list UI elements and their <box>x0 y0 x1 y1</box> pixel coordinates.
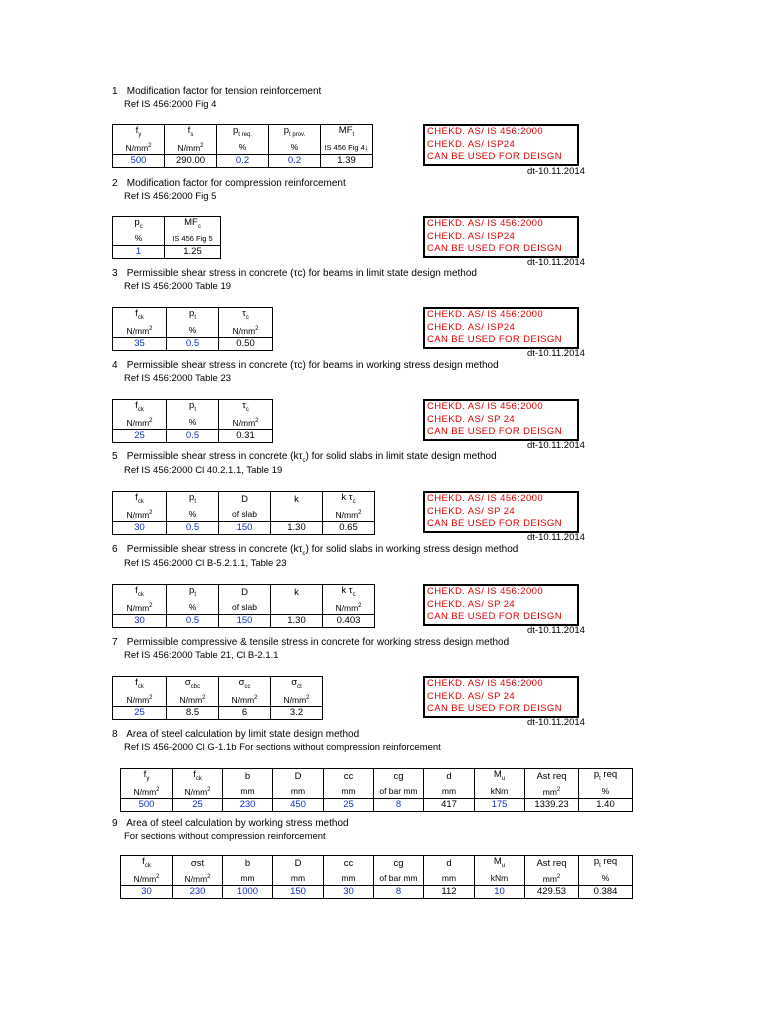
value-cell[interactable]: 0.2 <box>269 154 321 167</box>
unit-cell: $N/mm^2$ <box>219 693 271 706</box>
header-fck: $f_{ck}$ <box>113 677 167 693</box>
header-cc: cc <box>324 769 374 785</box>
header-b: b <box>223 769 273 785</box>
header-cg: cg <box>374 769 424 785</box>
header-fs: $f_s$ <box>165 125 217 141</box>
header-pt: $p_t$ <box>167 492 219 508</box>
header-pt: $p_t$ <box>167 585 219 601</box>
value-cell[interactable]: 30 <box>113 521 167 534</box>
header-mu: $M_u$ <box>475 769 525 785</box>
table-6 <box>112 584 375 628</box>
value-cell[interactable]: 0.5 <box>167 337 219 350</box>
value-cell[interactable]: 30 <box>121 885 173 898</box>
value-cell[interactable]: 1 <box>113 245 165 258</box>
value-cell: 1.40 <box>579 798 633 811</box>
value-cell[interactable]: 35 <box>113 337 167 350</box>
unit-cell: % <box>579 785 633 798</box>
value-cell[interactable]: 10 <box>475 885 525 898</box>
table-3 <box>112 307 273 351</box>
unit-cell: $N/mm^2$ <box>113 324 167 337</box>
value-cell[interactable]: 8 <box>374 798 424 811</box>
unit-cell: $N/mm^2$ <box>167 693 219 706</box>
unit-cell: % <box>167 508 219 521</box>
value-cell[interactable]: 25 <box>324 798 374 811</box>
value-cell: 1339.23 <box>525 798 579 811</box>
date-stamp-4: dt-10.11.2014 <box>527 440 585 451</box>
header-cg: cg <box>374 856 424 872</box>
value-cell: 0.50 <box>219 337 273 350</box>
down-arrow-icon: ↓ <box>364 142 369 152</box>
value-cell[interactable]: 30 <box>113 614 167 627</box>
date-stamp-3: dt-10.11.2014 <box>527 348 585 359</box>
unit-cell: of slab <box>219 601 271 614</box>
unit-cell: $N/mm^2$ <box>113 416 167 429</box>
value-cell: 112 <box>424 885 475 898</box>
value-cell: 3.2 <box>271 706 323 719</box>
unit-cell: mm <box>324 785 374 798</box>
value-cell[interactable]: 230 <box>173 885 223 898</box>
unit-cell: $N/mm^2$ <box>165 141 217 154</box>
value-cell[interactable]: 150 <box>219 614 271 627</box>
value-cell: 8.5 <box>167 706 219 719</box>
value-cell: 0.65 <box>323 521 375 534</box>
section-2-ref: Ref IS 456:2000 Fig 5 <box>124 191 217 202</box>
section-3-ref: Ref IS 456:2000 Table 19 <box>124 281 232 292</box>
date-stamp-7: dt-10.11.2014 <box>527 717 585 728</box>
header-fy: $f_y$ <box>121 769 173 785</box>
unit-cell: $N/mm^2$ <box>173 785 223 798</box>
section-9-ref: For sections without compression reinforcement <box>124 831 326 842</box>
unit-cell: $N/mm^2$ <box>113 693 167 706</box>
section-4-ref: Ref IS 456:2000 Table 23 <box>124 373 232 384</box>
unit-cell: of bar mm <box>374 785 424 798</box>
header-d: D <box>219 492 271 508</box>
unit-cell: $N/mm^2$ <box>121 872 173 885</box>
value-cell[interactable]: 500 <box>121 798 173 811</box>
unit-cell <box>271 601 323 614</box>
unit-cell: IS 456 Fig 5 <box>165 233 221 246</box>
value-cell: 1.30 <box>271 521 323 534</box>
value-cell: 1.25 <box>165 245 221 258</box>
header-d: D <box>273 769 324 785</box>
header-k-tauc: k $\tau_c$ <box>323 585 375 601</box>
section-5-ref: Ref IS 456:2000 Cl 40.2.1.1, Table 19 <box>124 465 283 476</box>
header-ast-req: Ast req <box>525 769 579 785</box>
check-stamp-5: CHEKD. AS/ IS 456:2000 CHEKD. AS/ SP 24 CAN BE USED FOR DEISGN <box>423 491 579 533</box>
header-mft: $MF_t$ <box>321 125 373 141</box>
value-cell: 0.384 <box>579 885 633 898</box>
check-stamp-2: CHEKD. AS/ IS 456:2000 CHEKD. AS/ ISP24 CAN BE USED FOR DEISGN <box>423 216 579 258</box>
unit-cell: $N/mm^2$ <box>113 141 165 154</box>
value-cell: 290.00 <box>165 154 217 167</box>
value-cell[interactable]: 25 <box>173 798 223 811</box>
check-stamp-1: CHEKD. AS/ IS 456:2000 CHEKD. AS/ ISP24 CAN BE USED FOR DEISGN <box>423 124 579 166</box>
table-2 <box>112 216 221 259</box>
check-stamp-6: CHEKD. AS/ IS 456:2000 CHEKD. AS/ SP 24 CAN BE USED FOR DEISGN <box>423 584 579 626</box>
unit-cell: mm <box>424 872 475 885</box>
value-cell[interactable]: 0.5 <box>167 614 219 627</box>
unit-cell: % <box>167 324 219 337</box>
table-5 <box>112 491 375 535</box>
value-cell[interactable]: 0.5 <box>167 521 219 534</box>
header-fck: $f_{ck}$ <box>173 769 223 785</box>
header-fck: $f_{ck}$ <box>113 585 167 601</box>
header-d: D <box>219 585 271 601</box>
unit-cell: $N/mm^2$ <box>219 324 273 337</box>
header-fck: $f_{ck}$ <box>113 308 167 324</box>
value-cell[interactable]: 8 <box>374 885 424 898</box>
value-cell[interactable]: 25 <box>113 429 167 442</box>
unit-cell: mm <box>273 785 324 798</box>
header-mu: $M_u$ <box>475 856 525 872</box>
unit-cell: mm <box>424 785 475 798</box>
section-2-title: 2 Modification factor for compression reinforcement <box>112 178 346 189</box>
value-cell[interactable]: 450 <box>273 798 324 811</box>
value-cell[interactable]: 150 <box>219 521 271 534</box>
value-cell[interactable]: 0.2 <box>217 154 269 167</box>
header-pt-req: $p_t$ req <box>579 769 633 785</box>
value-cell[interactable]: 30 <box>324 885 374 898</box>
header-b: b <box>223 856 273 872</box>
table-4 <box>112 399 273 443</box>
header-d: D <box>273 856 324 872</box>
unit-cell: $N/mm^2$ <box>219 416 273 429</box>
value-cell: 429.53 <box>525 885 579 898</box>
header-ast-req: Ast req <box>525 856 579 872</box>
check-stamp-4: CHEKD. AS/ IS 456:2000 CHEKD. AS/ SP 24 CAN BE USED FOR DEISGN <box>423 399 579 441</box>
section-8-ref: Ref IS 456-2000 Cl G-1.1b For sections without compression reinforcement <box>124 742 441 753</box>
header-fck: $f_{ck}$ <box>113 492 167 508</box>
header-pt-prov: $p_{t prov.}$ <box>269 125 321 141</box>
header-pt-req: $p_{t req.}$ <box>217 125 269 141</box>
section-1-ref: Ref IS 456:2000 Fig 4 <box>124 99 217 110</box>
value-cell: 6 <box>219 706 271 719</box>
unit-cell: mm <box>324 872 374 885</box>
value-cell: 1.30 <box>271 614 323 627</box>
header-cc: cc <box>324 856 374 872</box>
value-cell[interactable]: 1000 <box>223 885 273 898</box>
section-3-title: 3 Permissible shear stress in concrete (τc) for beams in limit state design method <box>112 268 477 279</box>
section-7-ref: Ref IS 456:2000 Table 21, Cl B-2.1.1 <box>124 650 279 661</box>
section-6-ref: Ref IS 456:2000 Cl B-5.2.1.1, Table 23 <box>124 558 287 569</box>
section-8-title: 8 Area of steel calculation by limit state design method <box>112 729 360 740</box>
unit-cell: $N/mm^2$ <box>323 508 375 521</box>
unit-cell: mm <box>223 785 273 798</box>
unit-cell: kNm <box>475 785 525 798</box>
section-1-title: 1 Modification factor for tension reinforcement <box>112 86 322 97</box>
value-cell[interactable]: 230 <box>223 798 273 811</box>
header-k: k <box>271 585 323 601</box>
header-tauc: $\tau_c$ <box>219 400 273 416</box>
unit-cell: $N/mm^2$ <box>113 508 167 521</box>
value-cell: 417 <box>424 798 475 811</box>
date-stamp-2: dt-10.11.2014 <box>527 257 585 268</box>
value-cell[interactable]: 500 <box>113 154 165 167</box>
check-stamp-3: CHEKD. AS/ IS 456:2000 CHEKD. AS/ ISP24 CAN BE USED FOR DEISGN <box>423 307 579 349</box>
table-8 <box>120 768 633 812</box>
unit-cell: % <box>113 233 165 246</box>
unit-cell: $N/mm^2$ <box>271 693 323 706</box>
unit-cell: % <box>167 601 219 614</box>
header-fy: $f_y$ <box>113 125 165 141</box>
unit-cell <box>271 508 323 521</box>
header-pt: $p_t$ <box>167 400 219 416</box>
header-pc: $p_c$ <box>113 217 165 233</box>
header-sigma-ct: $\sigma_{ct}$ <box>271 677 323 693</box>
unit-cell: % <box>269 141 321 154</box>
header-sigma-cbc: $\sigma_{cbc}$ <box>167 677 219 693</box>
unit-cell: of slab <box>219 508 271 521</box>
header-pt: $p_t$ <box>167 308 219 324</box>
header-sigma-st: σst <box>173 856 223 872</box>
header-d-eff: d <box>424 769 475 785</box>
value-cell: 0.31 <box>219 429 273 442</box>
section-6-title: 6 Permissible shear stress in concrete $(k\tau_c)$ for solid slabs in working stress design method <box>112 544 519 557</box>
unit-cell: IS 456 Fig 4↓ <box>321 141 373 154</box>
section-9-title: 9 Area of steel calculation by working stress method <box>112 818 349 829</box>
section-5-title: 5 Permissible shear stress in concrete $(k\tau_c)$ for solid slabs in limit state design method <box>112 451 497 464</box>
section-7-title: 7 Permissible compressive & tensile stress in concrete for working stress design method <box>112 637 510 648</box>
header-sigma-cc: $\sigma_{cc}$ <box>219 677 271 693</box>
date-stamp-6: dt-10.11.2014 <box>527 625 585 636</box>
check-stamp-7: CHEKD. AS/ IS 456:2000 CHEKD. AS/ SP 24 CAN BE USED FOR DEISGN <box>423 676 579 718</box>
date-stamp-1: dt-10.11.2014 <box>527 166 585 177</box>
header-fck: $f_{ck}$ <box>113 400 167 416</box>
unit-cell: mm <box>273 872 324 885</box>
header-tauc: $\tau_c$ <box>219 308 273 324</box>
unit-cell: $N/mm^2$ <box>121 785 173 798</box>
header-k: k <box>271 492 323 508</box>
unit-cell: % <box>167 416 219 429</box>
unit-cell: % <box>217 141 269 154</box>
section-4-title: 4 Permissible shear stress in concrete (τc) for beams in working stress design method <box>112 360 499 371</box>
table-7 <box>112 676 323 720</box>
header-k-tauc: k $\tau_c$ <box>323 492 375 508</box>
unit-cell: $mm^2$ <box>525 785 579 798</box>
table-1 <box>112 124 373 168</box>
unit-cell: mm <box>223 872 273 885</box>
value-cell[interactable]: 150 <box>273 885 324 898</box>
unit-cell: $N/mm^2$ <box>173 872 223 885</box>
table-9 <box>120 855 633 899</box>
date-stamp-5: dt-10.11.2014 <box>527 532 585 543</box>
value-cell: 0.403 <box>323 614 375 627</box>
header-mfc: $MF_c$ <box>165 217 221 233</box>
value-cell[interactable]: 175 <box>475 798 525 811</box>
unit-cell: of bar mm <box>374 872 424 885</box>
value-cell[interactable]: 0.5 <box>167 429 219 442</box>
header-pt-req: $p_t$ req <box>579 856 633 872</box>
value-cell: 1.39 <box>321 154 373 167</box>
unit-cell: $mm^2$ <box>525 872 579 885</box>
unit-cell: kNm <box>475 872 525 885</box>
header-d-eff: d <box>424 856 475 872</box>
unit-cell: $N/mm^2$ <box>323 601 375 614</box>
unit-cell: $N/mm^2$ <box>113 601 167 614</box>
value-cell[interactable]: 25 <box>113 706 167 719</box>
header-fck: $f_{ck}$ <box>121 856 173 872</box>
unit-cell: % <box>579 872 633 885</box>
